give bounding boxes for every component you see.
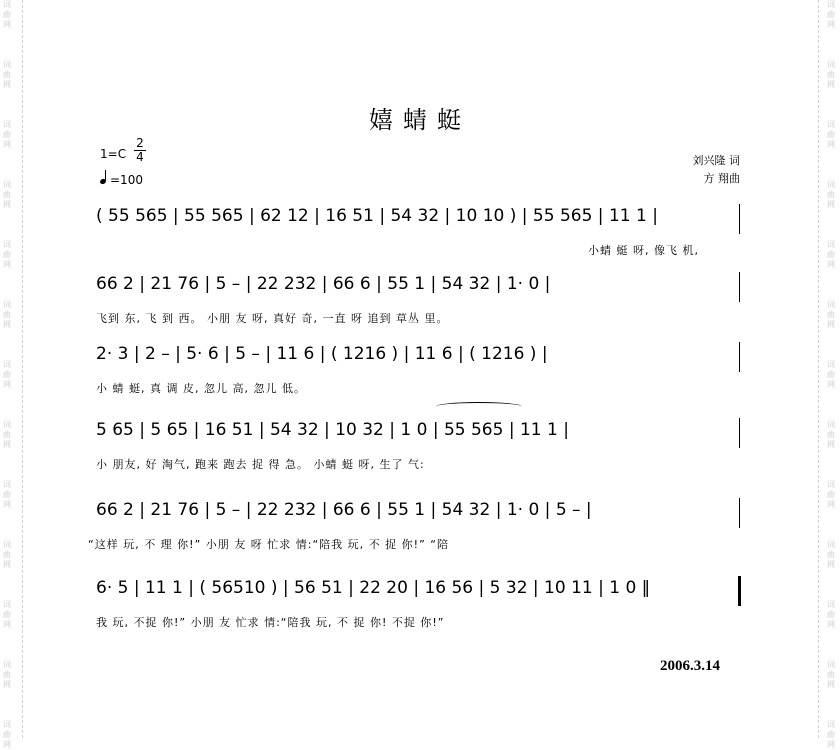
music-system-5 — [88, 496, 740, 556]
watermark-text: 词 曲 网 — [827, 480, 835, 509]
barline — [739, 498, 740, 528]
watermark-text: 词 曲 网 — [827, 540, 835, 569]
lyricist-credit: 刘兴隆 词 — [692, 154, 740, 167]
watermark-text: 词 曲 网 — [827, 600, 835, 629]
watermark-text: 词 曲 网 — [3, 660, 11, 689]
watermark-text: 词 曲 网 — [3, 360, 11, 389]
lyrics-row: 小 朋友, 好 淘气, 跑来 跑去 捉 得 急。 小蜻 蜓 呀, 生了 气: — [96, 458, 425, 471]
notation-row: ( 55 565 | 55 565 | 62 12 | 16 51 | 54 32 | 10 10 ) | 55 565 | 11 1 | — [96, 206, 658, 226]
watermark-text: 词 曲 网 — [3, 420, 11, 449]
watermark-text: 词 曲 网 — [3, 0, 11, 29]
date-stamp: 2006.3.14 — [660, 658, 720, 674]
notation-row: 66 2 | 21 76 | 5 – | 22 232 | 66 6 | 55 1 | 54 32 | 1· 0 | 5 – | — [96, 500, 592, 520]
tie-arc — [436, 402, 522, 411]
watermark-text: 词 曲 网 — [827, 360, 835, 389]
tempo-marking — [100, 170, 143, 187]
final-barline — [738, 576, 741, 606]
watermark-text: 词 曲 网 — [827, 240, 835, 269]
watermark-text: 词 曲 网 — [827, 180, 835, 209]
barline — [739, 418, 740, 448]
key-signature: 1=C — [100, 147, 127, 161]
barline — [739, 272, 740, 302]
watermark-text: 词 曲 网 — [3, 240, 11, 269]
lyrics-row: “这样 玩, 不 理 你!” 小朋 友 呀 忙求 情:“陪我 玩, 不 捉 你!” “陪 — [88, 538, 449, 551]
watermark-text: 词 曲 网 — [3, 180, 11, 209]
music-system-2 — [96, 270, 740, 330]
watermark-text: 词 曲 网 — [827, 720, 835, 749]
notation-row: 6· 5 | 11 1 | ( 56510 ) | 56 51 | 22 20 | 16 56 | 5 32 | 10 11 | 1 0 ‖ — [96, 578, 651, 598]
watermark-text: 词 曲 网 — [3, 60, 11, 89]
music-system-4 — [96, 416, 740, 476]
time-signature — [134, 137, 146, 164]
barline — [739, 342, 740, 372]
watermark-text: 词 曲 网 — [3, 600, 11, 629]
music-system-1 — [96, 202, 740, 262]
music-system-6 — [96, 574, 740, 634]
lyrics-row: 小 蜻 蜓, 真 调 皮, 忽儿 高, 忽儿 低。 — [96, 382, 306, 395]
watermark-text: 词 曲 网 — [3, 120, 11, 149]
watermark-text: 词 曲 网 — [827, 300, 835, 329]
meter-bottom: 4 — [136, 150, 144, 164]
notation-row: 5 65 | 5 65 | 16 51 | 54 32 | 10 32 | 1 0 | 55 565 | 11 1 | — [96, 420, 569, 440]
barline — [739, 204, 740, 234]
watermark-text: 词 曲 网 — [3, 300, 11, 329]
lyrics-row: 我 玩, 不捉 你!” 小朋 友 忙求 情:“陪我 玩, 不 捉 你! 不捉 你!” — [96, 616, 445, 629]
lyrics-row: 小蜻 蜓 呀, 像飞 机, — [588, 244, 699, 257]
watermark-text: 词 曲 网 — [827, 0, 835, 29]
lyrics-row: 飞到 东, 飞 到 西。 小朋 友 呀, 真好 奇, 一直 呀 追到 草丛 里。 — [96, 312, 449, 325]
notation-row: 66 2 | 21 76 | 5 – | 22 232 | 66 6 | 55 1 | 54 32 | 1· 0 | — [96, 274, 551, 294]
watermark-text: 词 曲 网 — [3, 720, 11, 749]
watermark-text: 词 曲 网 — [827, 60, 835, 89]
watermark-text: 词 曲 网 — [827, 420, 835, 449]
watermark-text: 词 曲 网 — [3, 480, 11, 509]
song-title: 嬉蜻蜓 — [369, 106, 471, 134]
meter-top: 2 — [136, 136, 144, 150]
watermark-text: 词 曲 网 — [827, 120, 835, 149]
watermark-text: 词 曲 网 — [3, 540, 11, 569]
tempo-value: =100 — [110, 173, 143, 187]
music-system-3 — [96, 340, 740, 400]
watermark-text: 词 曲 网 — [827, 660, 835, 689]
notation-row: 2· 3 | 2 – | 5· 6 | 5 – | 11 6 | ( 1216 ) | 11 6 | ( 1216 ) | — [96, 344, 548, 364]
composer-credit: 方 翔曲 — [703, 172, 740, 185]
quarter-note-icon — [100, 170, 108, 184]
